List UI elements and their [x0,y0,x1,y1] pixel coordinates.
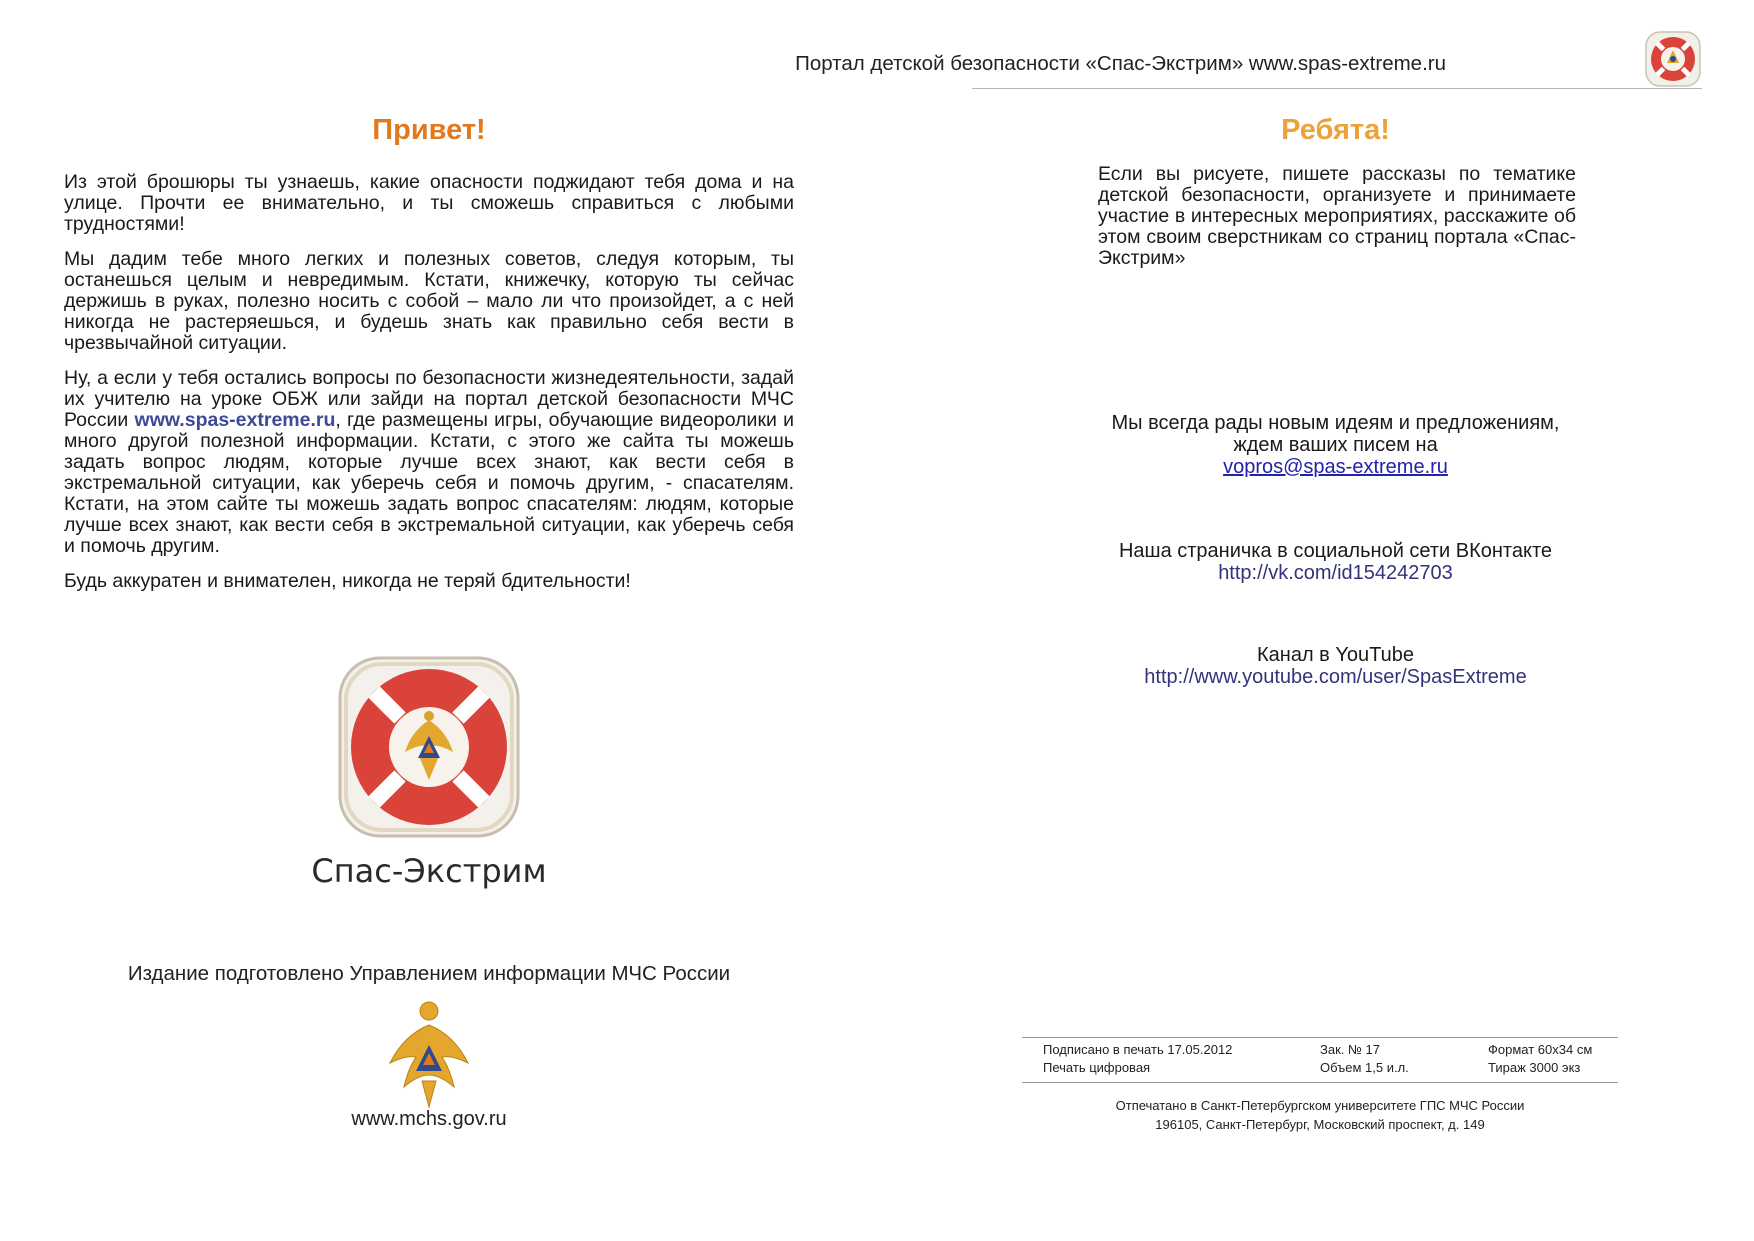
paragraph-3-start: Ну, а если у тебя остались вопросы по безопасности жизнедеятельности, задай их учителю на уроке ОБЖ или зайди на портал детской безопасности МЧС России [64,367,794,431]
spas-extreme-logo-icon [1644,30,1702,88]
paragraph-1: Из этой брошюры ты узнаешь, какие опасности поджидают тебя дома и на улице. Прочти ее внимательно, и ты сможешь справиться с любыми трудностями! [64,171,794,235]
logo-caption: Спас-Экстрим [311,852,547,890]
imprint-printed-at: Отпечатано в Санкт-Петербургском университете ГПС МЧС России [1115,1098,1525,1113]
left-title: Привет! [372,114,486,146]
paragraph-3-end: , где размещены игры, обучающие видеоролики и много другой полезной информации. Кстати, с этого же сайта ты можешь задать вопрос людям, которые лучше всех знают, как вести себя в экстремальной ситуации, как уберечь себя и помочь другим, - спасателям. Кстати, на этом сайте ты можешь задать вопрос спасателям: людям, которые лучше всех знают, как вести себя в экстремальной ситуации, как уберечь себя и помочь другим. [64,409,795,557]
imprint-address: 196105, Санкт-Петербург, Московский проспект, д. 149 [1155,1117,1485,1132]
youtube-label: Канал в YouTube [1257,644,1414,666]
ideas-line-1: Мы всегда рады новым идеям и предложениям, [1111,412,1560,434]
paragraph-2: Мы дадим тебе много легких и полезных советов, следуя которым, ты останешься целым и невредимым. Кстати, книжечку, которую ты сейчас держишь в руках, полезно носить с собой – мало ли что произойдет, а с ней никогда не растеряешься, и будешь знать как правильно себя вести в чрезвычайной ситуации. [64,248,794,354]
imprint-divider-bottom [1022,1082,1618,1083]
right-title: Ребята! [1281,114,1390,146]
imprint-run: Тираж 3000 экз [1488,1060,1581,1075]
vk-label: Наша страничка в социальной сети ВКонтакте [1118,540,1553,562]
imprint-print-type: Печать цифровая [1043,1060,1151,1075]
imprint-format: Формат 60х34 см [1488,1042,1593,1057]
ideas-line-2: ждем ваших писем на [1233,434,1438,456]
header-divider [972,88,1702,89]
paragraph-4: Будь аккуратен и внимателен, никогда не теряй бдительности! [64,570,631,592]
imprint-signed: Подписано в печать 17.05.2012 [1043,1042,1233,1057]
imprint-divider-top [1022,1037,1618,1038]
imprint-order: Зак. № 17 [1320,1042,1381,1057]
paragraph-3 [64,368,794,557]
portal-header-text: Портал детской безопасности «Спас-Экстрим» www.spas-extreme.ru [795,52,1446,75]
vk-link[interactable]: http://vk.com/id154242703 [1218,562,1453,584]
ideas-block [1043,412,1628,478]
left-body [64,172,794,606]
imprint-volume: Объем 1,5 и.л. [1320,1060,1409,1075]
mchs-emblem-icon [384,995,474,1110]
youtube-block [1043,644,1628,688]
mchs-url[interactable]: www.mchs.gov.ru [351,1108,507,1130]
lifebuoy-logo-icon [334,652,524,842]
email-link[interactable]: vopros@spas-extreme.ru [1223,456,1448,478]
right-intro-text: Если вы рисуете, пишете рассказы по тематике детской безопасности, организуете и принимаете участие в интересных мероприятиях, расскажите об этом своим сверстникам со страниц портала «Спас-Экстрим» [1098,163,1576,269]
youtube-link[interactable]: http://www.youtube.com/user/SpasExtreme [1144,666,1527,688]
right-intro [1098,164,1576,269]
vk-block [1043,540,1628,584]
portal-link[interactable]: www.spas-extreme.ru [134,409,336,431]
publisher-note: Издание подготовлено Управлением информации МЧС России [127,962,731,985]
